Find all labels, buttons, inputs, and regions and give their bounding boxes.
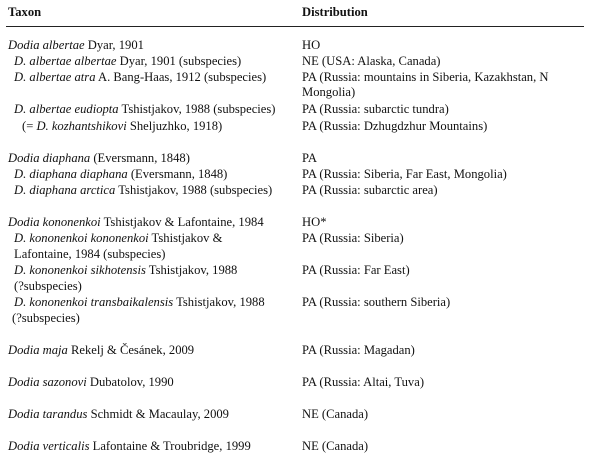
- distribution-cell: PA (Russia: Siberia, Far East, Mongolia): [302, 167, 507, 181]
- taxon-name: Dodia albertae: [8, 38, 85, 52]
- taxon-name: Dodia verticalis: [8, 439, 90, 453]
- taxon-author: Dubatolov, 1990: [86, 375, 174, 389]
- synonym-prefix: (=: [22, 119, 37, 133]
- distribution-cell: HO*: [302, 215, 327, 229]
- taxon-name: D. diaphana arctica: [14, 183, 116, 197]
- taxon-name: D. kononenkoi kononenkoi: [14, 231, 149, 245]
- taxon-name: Dodia tarandus: [8, 407, 88, 421]
- taxon-author: Dyar, 1901 (subspecies): [116, 54, 242, 68]
- taxon-cell: [8, 407, 229, 422]
- distribution-cell: PA (Russia: mountains in Siberia, Kazakhstan, N Mongolia): [302, 70, 549, 99]
- taxon-author: Tshistjakov, 1988 (subspecies): [118, 102, 276, 116]
- taxon-name: D. albertae atra: [14, 70, 96, 84]
- taxon-cell: [8, 38, 144, 53]
- taxon-cell: [8, 215, 264, 230]
- taxon-name: D. albertae eudiopta: [14, 102, 119, 116]
- distribution-cell: PA: [302, 151, 317, 165]
- distribution-cell: HO: [302, 38, 321, 52]
- taxon-author: Tshistjakov, 1988: [145, 263, 238, 277]
- taxon-cell: [14, 102, 275, 117]
- taxon-name: Dodia kononenkoi: [8, 215, 101, 229]
- distribution-cell: NE (Canada): [302, 407, 369, 421]
- taxon-author: Tshistjakov &: [148, 231, 223, 245]
- taxon-author: (Eversmann, 1848): [90, 151, 190, 165]
- taxon-author: Sheljuzhko, 1918): [126, 119, 223, 133]
- taxon-cell: [14, 183, 272, 198]
- distribution-cell: NE (USA: Alaska, Canada): [302, 54, 441, 68]
- taxon-cell: [14, 70, 266, 85]
- taxon-author: A. Bang-Haas, 1912 (subspecies): [95, 70, 267, 84]
- synonym-cell: [22, 119, 222, 134]
- distribution-cell: PA (Russia: Magadan): [302, 343, 415, 357]
- distribution-cell: PA (Russia: southern Siberia): [302, 295, 451, 309]
- taxon-name: D. kononenkoi transbaikalensis: [14, 295, 174, 309]
- distribution-cell: PA (Russia: subarctic tundra): [302, 102, 449, 116]
- distribution-cell: PA (Russia: Altai, Tuva): [302, 375, 425, 389]
- taxon-cell-continuation: (?subspecies): [14, 279, 82, 293]
- distribution-header: Distribution: [302, 5, 368, 19]
- distribution-cell: NE (Canada): [302, 439, 369, 453]
- taxon-name: Dodia diaphana: [8, 151, 91, 165]
- taxon-cell: [14, 263, 237, 278]
- distribution-cell: PA (Russia: Far East): [302, 263, 410, 277]
- taxon-cell: [14, 295, 265, 310]
- taxon-author: Dyar, 1901: [84, 38, 144, 52]
- taxon-name: D. diaphana diaphana: [14, 167, 128, 181]
- distribution-cell: PA (Russia: Siberia): [302, 231, 404, 245]
- taxon-header: Taxon: [8, 5, 42, 19]
- taxon-author: Tshistjakov, 1988: [173, 295, 265, 309]
- taxon-cell: [8, 151, 190, 166]
- taxon-cell: [14, 231, 222, 246]
- taxon-cell: [14, 54, 241, 69]
- taxon-cell: [8, 343, 194, 358]
- taxon-cell-continuation: (?subspecies): [12, 311, 80, 325]
- taxon-author: (Eversmann, 1848): [127, 167, 228, 181]
- header-rule: [6, 26, 584, 27]
- taxon-author: Lafontaine & Troubridge, 1999: [89, 439, 251, 453]
- taxon-name: D. kononenkoi sikhotensis: [14, 263, 146, 277]
- taxon-cell: [8, 375, 174, 390]
- distribution-cell: PA (Russia: Dzhugdzhur Mountains): [302, 119, 488, 133]
- taxon-author: Rekelj & Česánek, 2009: [67, 343, 195, 357]
- taxon-name: D. kozhantshikovi: [36, 119, 127, 133]
- taxon-name: Dodia maja: [8, 343, 68, 357]
- taxon-cell: [8, 439, 251, 454]
- taxon-name: D. albertae albertae: [14, 54, 117, 68]
- taxon-cell: [14, 167, 227, 182]
- distribution-cell: PA (Russia: subarctic area): [302, 183, 438, 197]
- taxon-author: Tshistjakov, 1988 (subspecies): [115, 183, 273, 197]
- taxon-author: Schmidt & Macaulay, 2009: [87, 407, 229, 421]
- taxon-author: Tshistjakov & Lafontaine, 1984: [100, 215, 264, 229]
- taxon-name: Dodia sazonovi: [8, 375, 87, 389]
- taxon-cell-continuation: Lafontaine, 1984 (subspecies): [14, 247, 166, 261]
